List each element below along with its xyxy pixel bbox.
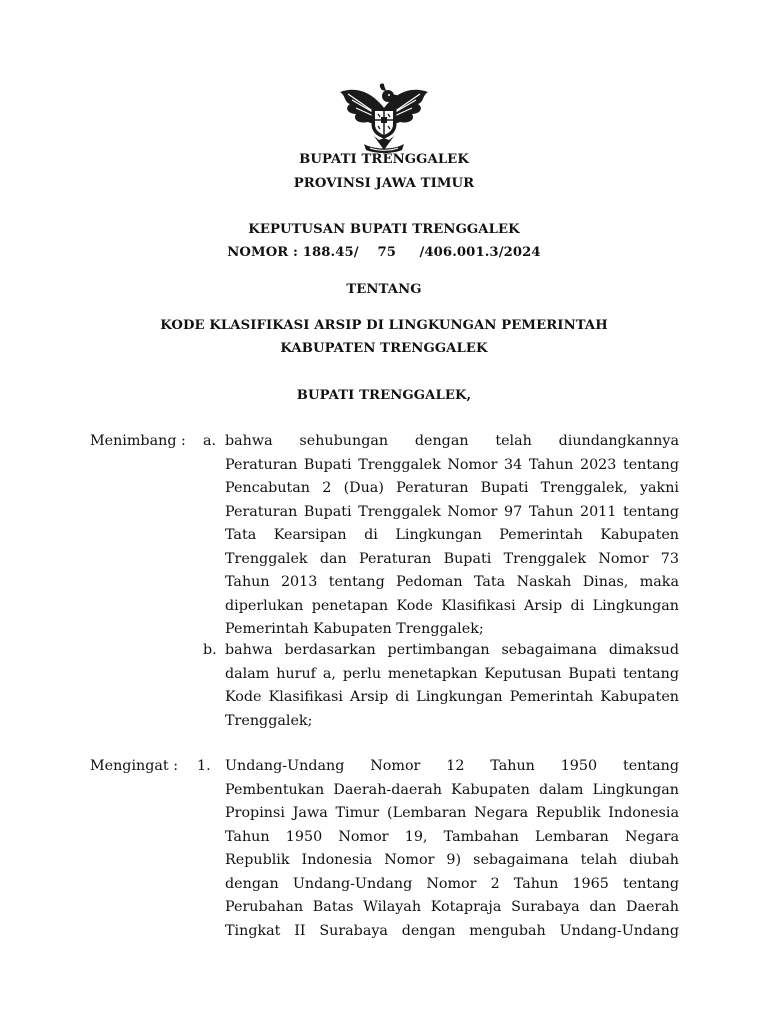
text-line: Peraturan Bupati Trenggalek Nomor 97 Tahun 2011 tentang [225,503,679,520]
issuer-heading: BUPATI TRENGGALEK, [296,388,472,403]
text-line: Republik Indonesia Nomor 9) sebagaimana telah diubah [225,852,679,868]
mengingat-label: Mengingat : [90,758,179,774]
menimbang-item-b [225,639,679,733]
text-line: Pencabutan 2 (Dua) Peraturan Bupati Trenggalek, yakni [225,480,679,496]
text-line: Tahun 1950 Nomor 19, Tambahan Lembaran Negara [225,828,679,845]
text-line: bahwa sehubungan dengan telah diundangkannya [225,433,679,449]
text-line: Trenggalek; [225,712,313,729]
text-line: dengan Undang-Undang Nomor 2 Tahun 1965 tentang [225,875,679,892]
mengingat-item-1 [225,755,679,943]
decree-title: KEPUTUSAN BUPATI TRENGGALEK [248,222,520,237]
text-line: Peraturan Bupati Trenggalek Nomor 34 Tahun 2023 tentang [225,456,679,473]
text-line: Pembentukan Daerah-daerah Kabupaten dalam Lingkungan [225,781,679,798]
text-line: Tahun 2013 tentang Pedoman Tata Naskah Dinas, maka [225,574,679,590]
menimbang-marker-a: a. [203,433,217,449]
mengingat-marker-1: 1. [197,758,211,774]
menimbang-marker-b: b. [203,642,217,658]
regent-title: BUPATI TRENGGALEK [299,152,469,167]
decree-number: NOMOR : 188.45/ 75 /406.001.3/2024 [227,245,541,260]
subject-line-1: KODE KLASIFIKASI ARSIP DI LINGKUNGAN PEMERINTAH [160,318,608,333]
text-line: Undang-Undang Nomor 12 Tahun 1950 tentang [225,758,679,774]
garuda-emblem [334,78,434,158]
text-line: Tata Kearsipan di Lingkungan Pemerintah Kabupaten [225,527,679,543]
text-line: Pemerintah Kabupaten Trenggalek; [225,621,484,637]
text-line: bahwa berdasarkan pertimbangan sebagaimana dimaksud [225,642,679,658]
text-line: Perubahan Batas Wilayah Kotapraja Surabaya dan Daerah [225,899,679,915]
province-title: PROVINSI JAWA TIMUR [293,176,475,191]
menimbang-label: Menimbang : [90,433,186,449]
about-heading: TENTANG [346,282,422,297]
text-line: Trenggalek dan Peraturan Bupati Trenggalek Nomor 73 [225,550,679,567]
text-line: Propinsi Jawa Timur (Lembaran Negara Republik Indonesia [225,805,679,821]
text-line: Kode Klasifikasi Arsip di Lingkungan Pemerintah Kabupaten [225,689,679,705]
text-line: Tingkat II Surabaya dengan mengubah Undang-Undang [225,922,679,939]
subject-line-2: KABUPATEN TRENGGALEK [280,341,488,356]
text-line: diperlukan penetapan Kode Klasifikasi Arsip di Lingkungan [225,597,679,614]
text-line: dalam huruf a, perlu menetapkan Keputusan Bupati tentang [225,665,679,682]
menimbang-item-a [225,430,679,642]
